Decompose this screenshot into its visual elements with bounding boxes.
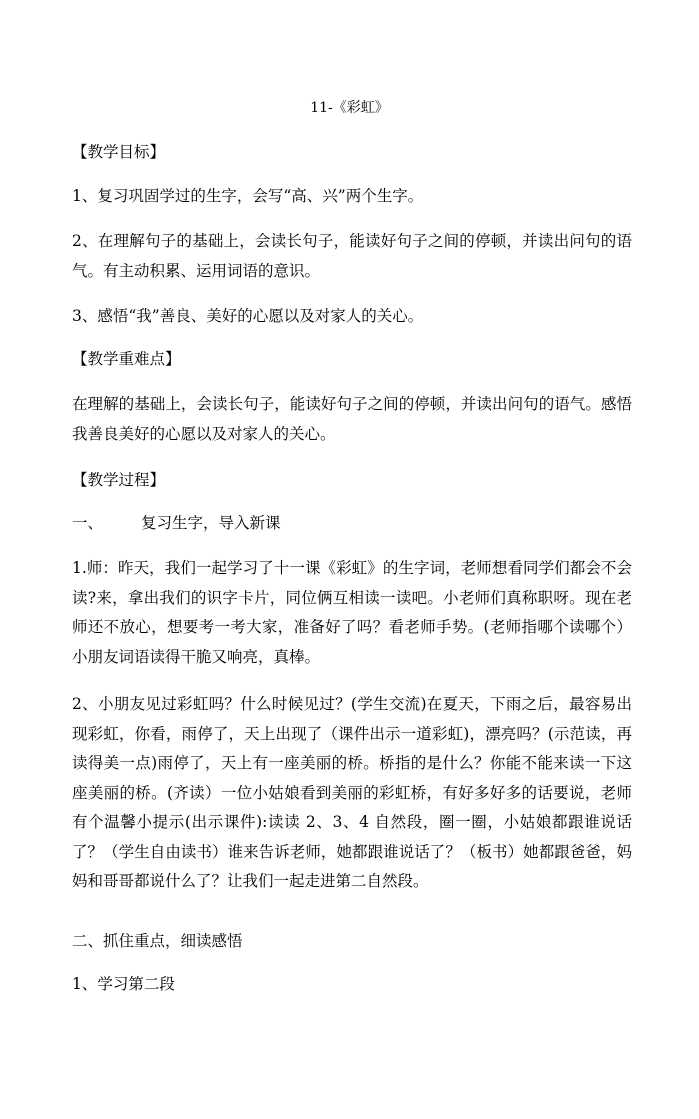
section-1-number: 一、 [72, 514, 104, 532]
heading-key-points: 【教学重难点】 [72, 350, 181, 368]
goal-1: 1、复习巩固学过的生字，会写“高、兴”两个生字。 [72, 187, 424, 205]
goal-2: 2、在理解句子的基础上，会读长句子，能读好句子之间的停顿，并读出问句的语气。有主动积累、运用词语的意识。 [72, 232, 632, 280]
document-title: 11-《彩虹》 [310, 100, 389, 116]
section-2-heading: 二、抓住重点，细读感悟 [72, 932, 243, 950]
section-1-title: 复习生字，导入新课 [141, 514, 281, 532]
heading-teaching-process: 【教学过程】 [72, 471, 166, 489]
heading-teaching-goals: 【教学目标】 [72, 143, 166, 161]
key-points-text: 在理解的基础上，会读长句子，能读好句子之间的停顿，并读出问句的语气。感悟我善良美好的心愿以及对家人的关心。 [72, 395, 632, 443]
step-2-text: 2、小朋友见过彩虹吗？什么时候见过？(学生交流)在夏天，下雨之后，最容易出现彩虹，你看，雨停了，天上出现了（课件出示一道彩虹)，漂亮吗？(示范读，再读得美一点)雨停了，天上有一座美丽的桥。桥指的是什么？你能不能来读一下这座美丽的桥。(齐读）一位小姑娘看到美丽的彩虹桥，有好多好多的话要说，老师有个温馨小提示(出示课件):读读 2、3、4 自然段，圈一圈，小姑娘都跟谁说话了？（学生自由读书）谁来告诉老师，她都跟谁说话了？（板书）她都跟爸爸，妈妈和哥哥都说什么了？让我们一起走进第二自然段。 [72, 695, 632, 890]
step-1-text: 1.师：昨天，我们一起学习了十一课《彩虹》的生字词，老师想看同学们都会不会读?来，拿出我们的识字卡片，同位俩互相读一读吧。小老师们真称职呀。现在老师还不放心，想要考一考大家，准备好了吗？看老师手势。(老师指哪个读哪个）小朋友词语读得干脆又响亮，真棒。 [72, 559, 632, 666]
goal-3: 3、感悟“我”善良、美好的心愿以及对家人的关心。 [72, 307, 424, 325]
section-1-heading [72, 512, 632, 534]
subsection-1-heading: 1、学习第二段 [72, 975, 175, 993]
